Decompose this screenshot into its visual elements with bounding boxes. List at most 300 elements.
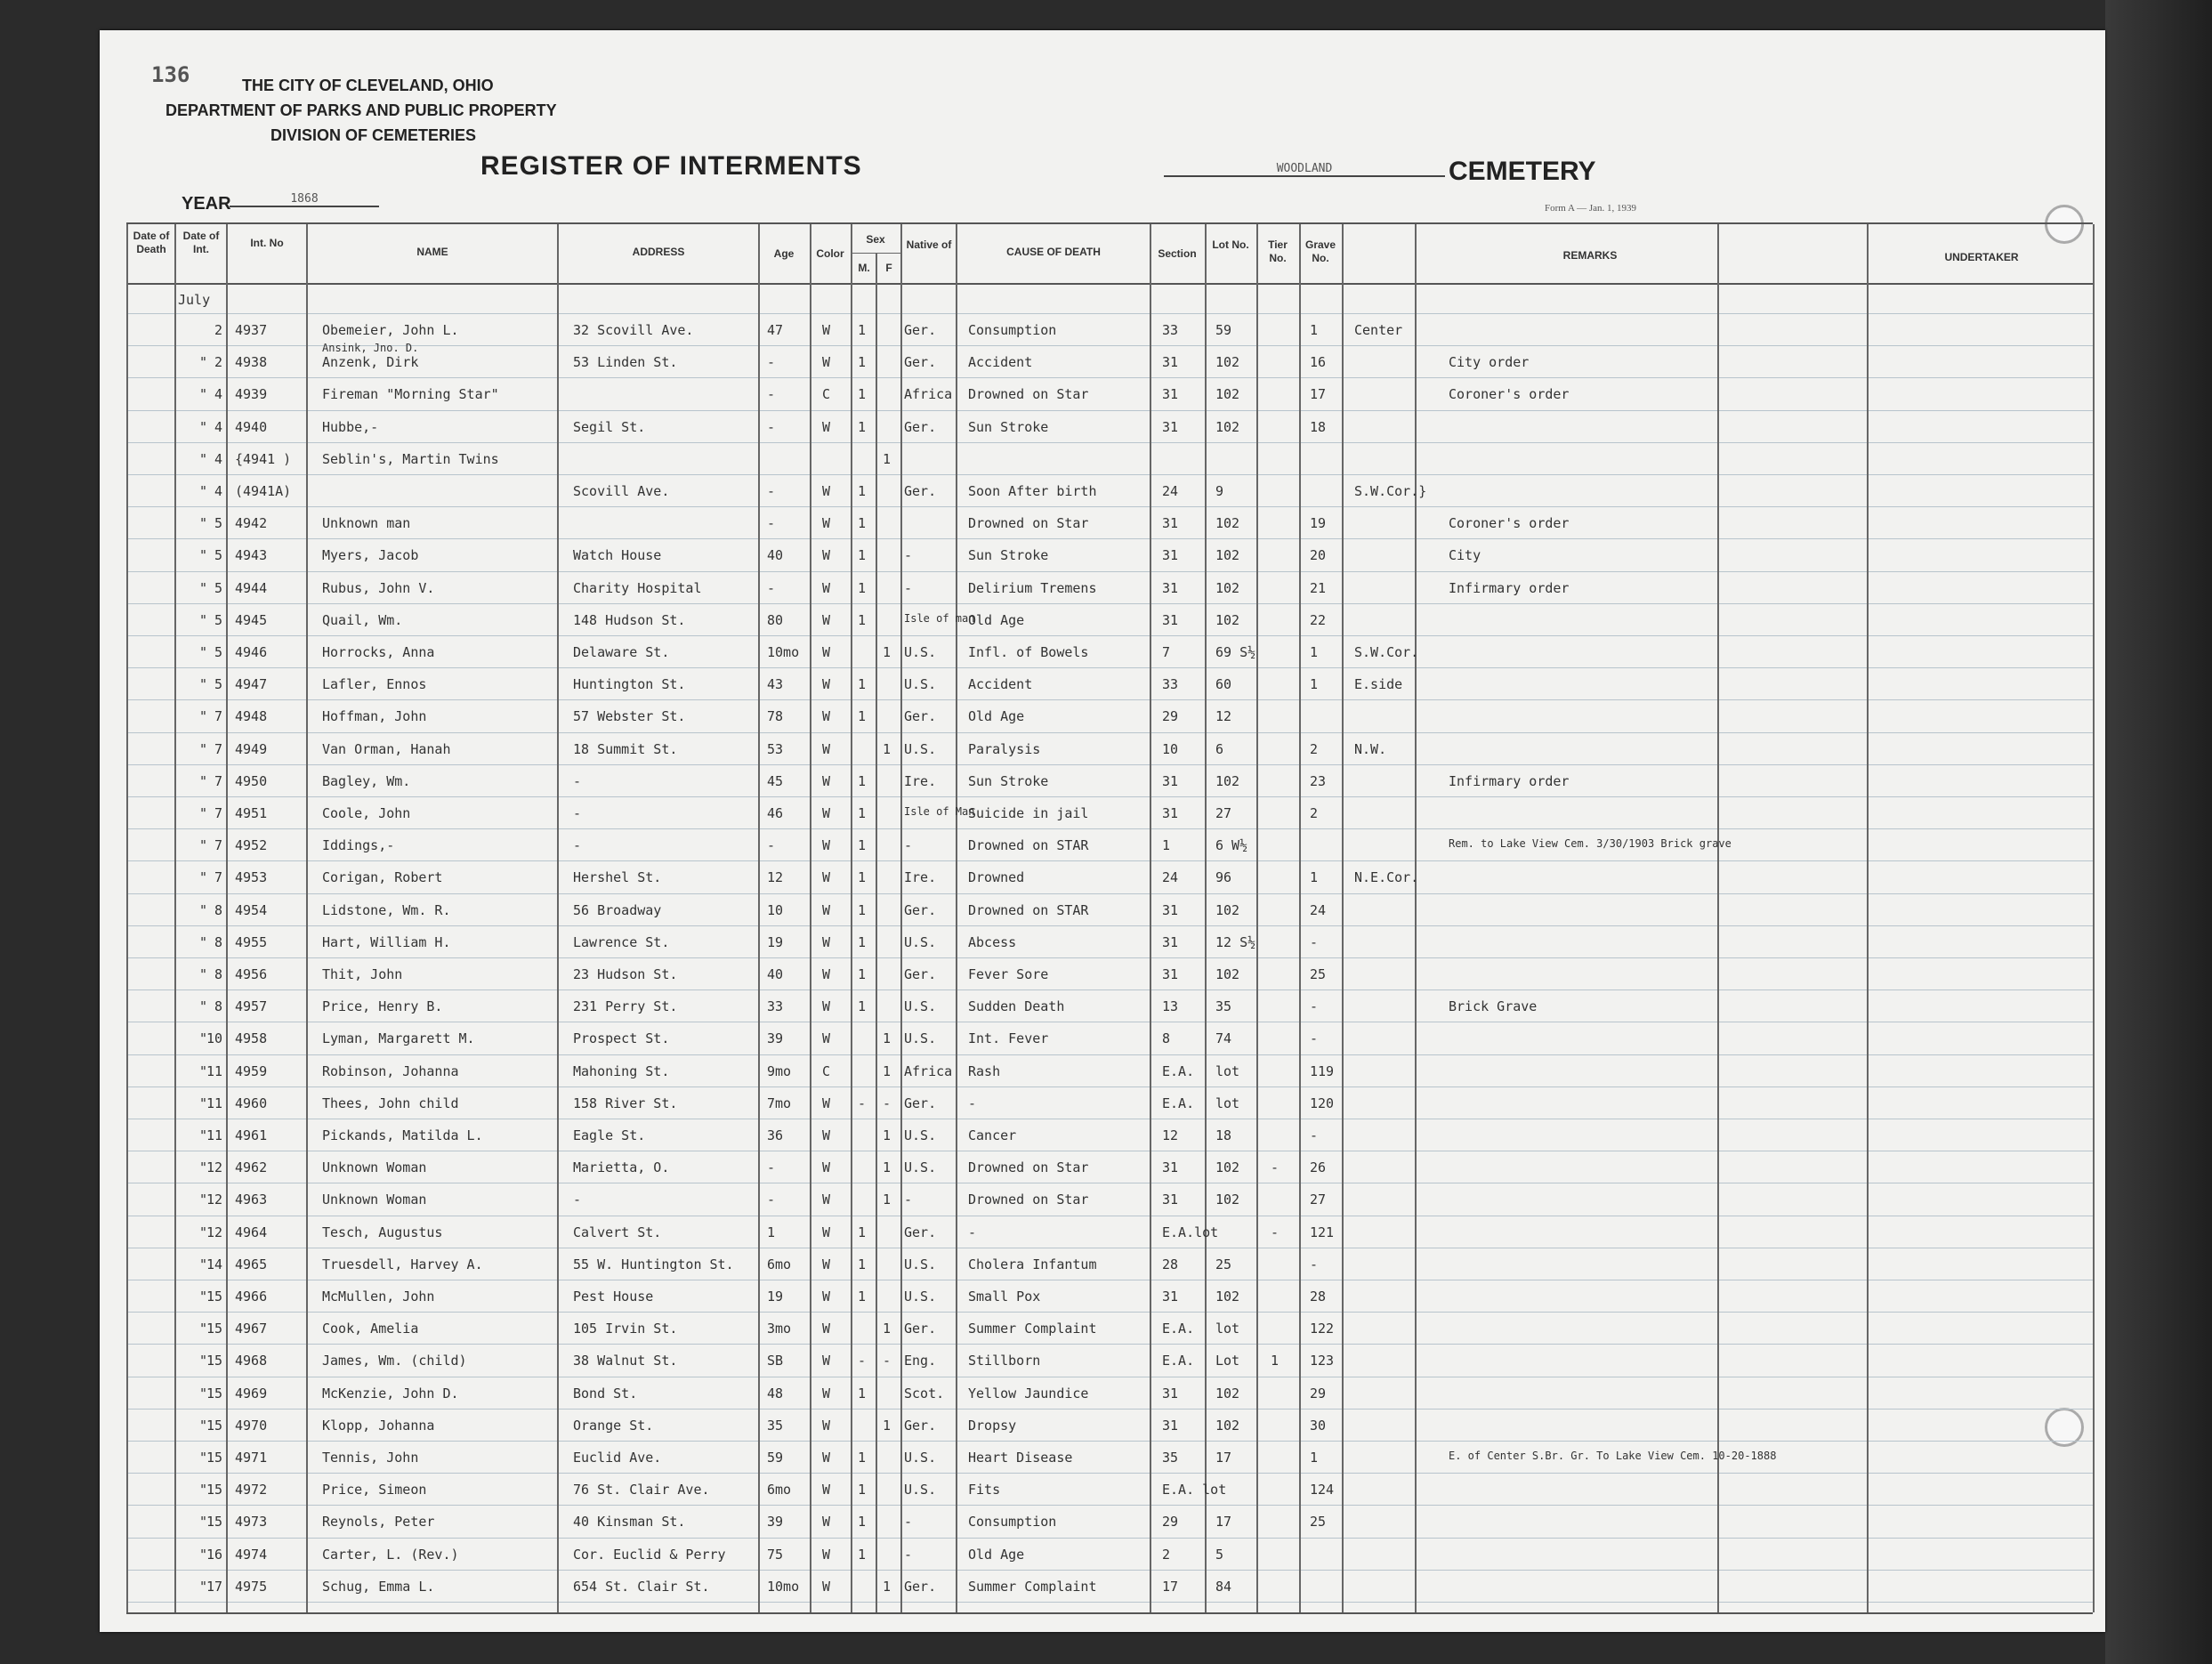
int-no-cell: 4956 <box>235 966 268 982</box>
male-cell: 1 <box>858 1482 867 1498</box>
age-cell: - <box>767 419 776 435</box>
name-cell: Price, Henry B. <box>322 998 443 1014</box>
age-cell: 78 <box>767 708 784 724</box>
color-cell: W <box>822 1514 831 1530</box>
color-cell: W <box>822 419 831 435</box>
cause-cell: Summer Complaint <box>968 1579 1097 1595</box>
native-cell: Ger. <box>904 1418 937 1434</box>
name-cell: Robinson, Johanna <box>322 1063 459 1079</box>
month-label: July <box>178 292 211 308</box>
day-cell: 17 <box>206 1579 223 1595</box>
int-no-cell: 4964 <box>235 1224 268 1240</box>
ditto-mark: " <box>199 515 208 531</box>
day-cell: 7 <box>214 741 222 757</box>
name-cell: Pickands, Matilda L. <box>322 1127 483 1143</box>
column-line <box>1867 224 1869 1612</box>
day-cell: 12 <box>206 1191 223 1208</box>
lot-cell: 5 <box>1215 1547 1224 1563</box>
age-cell: 12 <box>767 869 784 885</box>
row-ruling <box>126 345 2093 346</box>
lot-cell: 102 <box>1215 386 1240 402</box>
cause-cell: - <box>968 1224 977 1240</box>
address-cell: - <box>573 1191 582 1208</box>
male-cell: 1 <box>858 580 867 596</box>
age-cell: 19 <box>767 934 784 950</box>
ditto-mark: " <box>199 998 208 1014</box>
address-cell: Hershel St. <box>573 869 662 885</box>
color-cell: W <box>822 966 831 982</box>
address-cell: 148 Hudson St. <box>573 612 686 628</box>
remarks-cell: City <box>1449 547 1481 563</box>
row-ruling <box>126 410 2093 411</box>
int-no-cell: 4952 <box>235 837 268 853</box>
age-cell: - <box>767 515 776 531</box>
native-cell: - <box>904 1191 913 1208</box>
native-cell: U.S. <box>904 934 937 950</box>
day-cell: 7 <box>214 708 222 724</box>
int-no-cell: 4954 <box>235 902 268 918</box>
int-no-cell: 4942 <box>235 515 268 531</box>
age-cell: 39 <box>767 1030 784 1046</box>
color-cell: W <box>822 1127 831 1143</box>
age-cell: 43 <box>767 676 784 692</box>
lot-cell: Lot <box>1215 1353 1240 1369</box>
row-ruling <box>126 828 2093 829</box>
section-cell: 28 <box>1162 1256 1179 1272</box>
name-cell: Hart, William H. <box>322 934 451 950</box>
male-cell: 1 <box>858 419 867 435</box>
age-cell: - <box>767 1159 776 1175</box>
col-lot: Lot No. <box>1212 238 1249 251</box>
lot-cell: 84 <box>1215 1579 1232 1595</box>
section-cell: 31 <box>1162 1191 1179 1208</box>
col-address: ADDRESS <box>632 246 685 258</box>
color-cell: W <box>822 515 831 531</box>
day-cell: 4 <box>214 386 222 402</box>
cause-cell: Consumption <box>968 322 1057 338</box>
lot-cell: 6 <box>1215 741 1224 757</box>
name-cell: Tennis, John <box>322 1450 419 1466</box>
age-cell: 19 <box>767 1288 784 1305</box>
male-cell: 1 <box>858 708 867 724</box>
cause-cell: Sun Stroke <box>968 547 1049 563</box>
cause-cell: Fits <box>968 1482 1001 1498</box>
section-cell: 1 <box>1162 837 1171 853</box>
section-cell: 31 <box>1162 612 1179 628</box>
section-cell: 31 <box>1162 547 1179 563</box>
col-date-of-int: Date of Int. <box>182 230 220 255</box>
int-no-cell: 4960 <box>235 1095 268 1111</box>
row-ruling <box>126 1538 2093 1539</box>
female-cell: 1 <box>883 1321 892 1337</box>
color-cell: C <box>822 386 831 402</box>
lot-cell: lot <box>1215 1063 1240 1079</box>
female-cell: - <box>883 1353 892 1369</box>
cause-cell: Cholera Infantum <box>968 1256 1097 1272</box>
color-cell: W <box>822 934 831 950</box>
col-grave: Grave No. <box>1304 238 1336 264</box>
int-no-cell: 4939 <box>235 386 268 402</box>
address-cell: 23 Hudson St. <box>573 966 678 982</box>
cause-cell: Drowned <box>968 869 1025 885</box>
name-cell: Unknown Woman <box>322 1191 427 1208</box>
col-int-no: Int. No <box>250 237 284 249</box>
day-cell: 8 <box>214 998 222 1014</box>
lot-cell: 102 <box>1215 1191 1240 1208</box>
ditto-mark: " <box>199 1224 208 1240</box>
age-cell: 80 <box>767 612 784 628</box>
cause-cell: Summer Complaint <box>968 1321 1097 1337</box>
native-cell: U.S. <box>904 1288 937 1305</box>
native-cell: - <box>904 1514 913 1530</box>
color-cell: W <box>822 1191 831 1208</box>
name-cell: James, Wm. (child) <box>322 1353 467 1369</box>
color-cell: W <box>822 1353 831 1369</box>
grave-cell: 1 <box>1310 676 1319 692</box>
native-cell: Ger. <box>904 902 937 918</box>
address-cell: Orange St. <box>573 1418 654 1434</box>
row-ruling <box>126 732 2093 733</box>
native-cell: Ire. <box>904 869 937 885</box>
grave-cell: 18 <box>1310 419 1327 435</box>
address-cell: Charity Hospital <box>573 580 702 596</box>
female-cell: 1 <box>883 1191 892 1208</box>
lot-cell: 59 <box>1215 322 1232 338</box>
int-no-cell: 4955 <box>235 934 268 950</box>
row-ruling <box>126 1312 2093 1313</box>
grave-location-cell: N.W. <box>1354 741 1387 757</box>
color-cell: W <box>822 644 831 660</box>
color-cell: W <box>822 1385 831 1401</box>
cause-cell: Suicide in jail <box>968 805 1089 821</box>
address-cell: Eagle St. <box>573 1127 646 1143</box>
cemetery-name: WOODLAND <box>1164 162 1445 177</box>
row-ruling <box>126 764 2093 765</box>
day-cell: 15 <box>206 1482 223 1498</box>
male-cell: 1 <box>858 612 867 628</box>
cause-cell: Sun Stroke <box>968 419 1049 435</box>
male-cell: 1 <box>858 386 867 402</box>
color-cell: W <box>822 902 831 918</box>
int-no-cell: 4974 <box>235 1547 268 1563</box>
ditto-mark: " <box>199 1385 208 1401</box>
grave-cell: 30 <box>1310 1418 1327 1434</box>
int-no-cell: 4973 <box>235 1514 268 1530</box>
native-cell: Ger. <box>904 1579 937 1595</box>
ditto-mark: " <box>199 1353 208 1369</box>
male-cell: 1 <box>858 1224 867 1240</box>
int-no-cell: 4968 <box>235 1353 268 1369</box>
age-cell: 48 <box>767 1385 784 1401</box>
grave-cell: 1 <box>1310 644 1319 660</box>
section-cell: 31 <box>1162 1385 1179 1401</box>
col-age: Age <box>773 247 795 260</box>
ditto-mark: " <box>199 1547 208 1563</box>
section-cell: 8 <box>1162 1030 1171 1046</box>
address-cell: - <box>573 773 582 789</box>
age-cell: SB <box>767 1353 784 1369</box>
name-cell: Unknown Woman <box>322 1159 427 1175</box>
ditto-mark: " <box>199 1579 208 1595</box>
int-no-cell: 4962 <box>235 1159 268 1175</box>
lot-cell: 102 <box>1215 354 1240 370</box>
ditto-mark: " <box>199 1256 208 1272</box>
col-undertaker: UNDERTAKER <box>1944 251 2019 263</box>
address-cell: Segil St. <box>573 419 646 435</box>
int-no-cell: 4953 <box>235 869 268 885</box>
form-note: Form A — Jan. 1, 1939 <box>1545 203 1636 214</box>
day-cell: 11 <box>206 1063 223 1079</box>
day-cell: 2 <box>214 354 222 370</box>
lot-cell: 60 <box>1215 676 1232 692</box>
age-cell: 6mo <box>767 1256 792 1272</box>
day-cell: 12 <box>206 1159 223 1175</box>
native-cell: U.S. <box>904 1450 937 1466</box>
row-ruling <box>126 1054 2093 1055</box>
address-cell: 105 Irvin St. <box>573 1321 678 1337</box>
female-cell: 1 <box>883 741 892 757</box>
col-sex-female: F <box>885 262 892 274</box>
female-cell: 1 <box>883 1063 892 1079</box>
name-cell: Lyman, Margarett M. <box>322 1030 475 1046</box>
section-cell: 7 <box>1162 644 1171 660</box>
age-cell: - <box>767 580 776 596</box>
section-cell: 24 <box>1162 483 1179 499</box>
section-cell: 31 <box>1162 805 1179 821</box>
native-cell: U.S. <box>904 1127 937 1143</box>
address-cell: - <box>573 837 582 853</box>
cause-cell: Old Age <box>968 1547 1025 1563</box>
grave-cell: 28 <box>1310 1288 1327 1305</box>
lot-cell: 27 <box>1215 805 1232 821</box>
col-sex-male: M. <box>858 262 870 274</box>
int-no-cell: 4947 <box>235 676 268 692</box>
cause-cell: Drowned on STAR <box>968 902 1089 918</box>
age-cell: 47 <box>767 322 784 338</box>
lot-cell: 102 <box>1215 1418 1240 1434</box>
color-cell: W <box>822 773 831 789</box>
grave-location-cell: N.E.Cor. <box>1354 869 1419 885</box>
cause-cell: Drowned on STAR <box>968 837 1089 853</box>
day-cell: 10 <box>206 1030 223 1046</box>
grave-cell: 23 <box>1310 773 1327 789</box>
age-cell: 59 <box>767 1450 784 1466</box>
ditto-mark: " <box>199 1063 208 1079</box>
color-cell: W <box>822 708 831 724</box>
section-cell: E.A. <box>1162 1353 1195 1369</box>
female-cell: 1 <box>883 1127 892 1143</box>
lot-cell: 96 <box>1215 869 1232 885</box>
column-line <box>226 224 228 1612</box>
col-color: Color <box>816 247 844 260</box>
remarks-cell: Rem. to Lake View Cem. 3/30/1903 Brick grave <box>1449 837 1732 850</box>
address-cell: Prospect St. <box>573 1030 670 1046</box>
male-cell: 1 <box>858 483 867 499</box>
column-line <box>1415 224 1417 1612</box>
day-cell: 11 <box>206 1127 223 1143</box>
address-cell: Euclid Ave. <box>573 1450 662 1466</box>
division-heading: DIVISION OF CEMETERIES <box>270 126 477 144</box>
male-cell: 1 <box>858 1514 867 1530</box>
col-cause: CAUSE OF DEATH <box>1006 246 1101 258</box>
section-cell: 29 <box>1162 1514 1179 1530</box>
color-cell: W <box>822 612 831 628</box>
int-no-cell: 4966 <box>235 1288 268 1305</box>
section-cell: 24 <box>1162 869 1179 885</box>
name-cell: Bagley, Wm. <box>322 773 411 789</box>
address-cell: Pest House <box>573 1288 654 1305</box>
native-cell: U.S. <box>904 1159 937 1175</box>
cause-cell: Drowned on Star <box>968 1159 1089 1175</box>
color-cell: W <box>822 1418 831 1434</box>
tier-cell: - <box>1271 1224 1280 1240</box>
cause-cell: Heart Disease <box>968 1450 1073 1466</box>
grave-cell: - <box>1310 1256 1319 1272</box>
address-cell: 32 Scovill Ave. <box>573 322 694 338</box>
int-no-cell: 4951 <box>235 805 268 821</box>
cause-cell: - <box>968 1095 977 1111</box>
remarks-cell: E. of Center S.Br. Gr. To Lake View Cem. 10-20-1888 <box>1449 1450 1777 1462</box>
column-line <box>851 224 852 1612</box>
int-no-cell: 4950 <box>235 773 268 789</box>
day-cell: 8 <box>214 902 222 918</box>
cause-cell: Drowned on Star <box>968 386 1089 402</box>
native-cell: Ger. <box>904 966 937 982</box>
color-cell: W <box>822 869 831 885</box>
section-cell: 31 <box>1162 1418 1179 1434</box>
int-no-cell: 4975 <box>235 1579 268 1595</box>
name-cell: Fireman "Morning Star" <box>322 386 499 402</box>
column-line <box>810 224 811 1612</box>
ditto-mark: " <box>199 869 208 885</box>
color-cell: W <box>822 1288 831 1305</box>
name-cell: McMullen, John <box>322 1288 435 1305</box>
int-no-cell: 4943 <box>235 547 268 563</box>
address-cell: 76 St. Clair Ave. <box>573 1482 710 1498</box>
male-cell: 1 <box>858 1256 867 1272</box>
lot-cell: lot <box>1215 1321 1240 1337</box>
section-cell: 31 <box>1162 515 1179 531</box>
day-cell: 5 <box>214 547 222 563</box>
name-cell: Quail, Wm. <box>322 612 403 628</box>
color-cell: W <box>822 998 831 1014</box>
column-line <box>876 253 877 1612</box>
color-cell: W <box>822 1482 831 1498</box>
register-page <box>100 30 2105 1632</box>
color-cell: W <box>822 1030 831 1046</box>
male-cell: 1 <box>858 547 867 563</box>
column-line <box>1150 224 1151 1612</box>
cause-cell: Sudden Death <box>968 998 1065 1014</box>
int-no-cell: 4946 <box>235 644 268 660</box>
native-cell: U.S. <box>904 1030 937 1046</box>
day-cell: 5 <box>214 644 222 660</box>
row-ruling <box>126 957 2093 958</box>
ditto-mark: " <box>199 547 208 563</box>
name-cell: Cook, Amelia <box>322 1321 419 1337</box>
int-no-cell: 4971 <box>235 1450 268 1466</box>
section-cell: 31 <box>1162 354 1179 370</box>
name-cell: Van Orman, Hanah <box>322 741 451 757</box>
native-cell: Ger. <box>904 1321 937 1337</box>
native-cell: Isle of Man <box>904 805 975 818</box>
native-cell: U.S. <box>904 676 937 692</box>
ditto-mark: " <box>199 1482 208 1498</box>
age-cell: 10 <box>767 902 784 918</box>
ditto-mark: " <box>199 1514 208 1530</box>
section-cell: 31 <box>1162 966 1179 982</box>
address-cell: 18 Summit St. <box>573 741 678 757</box>
grave-cell: 121 <box>1310 1224 1335 1240</box>
row-ruling <box>126 1505 2093 1506</box>
int-no-cell: 4945 <box>235 612 268 628</box>
cause-cell: Accident <box>968 354 1033 370</box>
section-cell: E.A.lot <box>1162 1224 1219 1240</box>
row-ruling <box>126 1409 2093 1410</box>
grave-location-cell: S.W.Cor.} <box>1354 483 1427 499</box>
color-cell: W <box>822 741 831 757</box>
color-cell: W <box>822 805 831 821</box>
name-cell: Hoffman, John <box>322 708 427 724</box>
name-cell: Lidstone, Wm. R. <box>322 902 451 918</box>
age-cell: 36 <box>767 1127 784 1143</box>
lot-cell: 102 <box>1215 1288 1240 1305</box>
col-tier: Tier No. <box>1268 238 1288 264</box>
col-date-of-death: Date of Death <box>133 230 170 255</box>
day-cell: 5 <box>214 676 222 692</box>
male-cell: 1 <box>858 934 867 950</box>
cause-cell: Cancer <box>968 1127 1017 1143</box>
native-cell: - <box>904 580 913 596</box>
color-cell: W <box>822 837 831 853</box>
row-ruling <box>126 860 2093 861</box>
remarks-cell: Coroner's order <box>1449 515 1570 531</box>
male-cell: 1 <box>858 902 867 918</box>
int-no-cell: 4958 <box>235 1030 268 1046</box>
native-cell: Ger. <box>904 354 937 370</box>
section-cell: 12 <box>1162 1127 1179 1143</box>
ditto-mark: " <box>199 837 208 853</box>
day-cell: 15 <box>206 1288 223 1305</box>
int-no-cell: 4963 <box>235 1191 268 1208</box>
lot-cell: 74 <box>1215 1030 1232 1046</box>
cause-cell: Int. Fever <box>968 1030 1049 1046</box>
day-cell: 11 <box>206 1095 223 1111</box>
native-cell: Africa <box>904 386 953 402</box>
day-cell: 4 <box>214 419 222 435</box>
lot-cell: 102 <box>1215 1385 1240 1401</box>
remarks-cell: Brick Grave <box>1449 998 1538 1014</box>
int-no-cell: 4970 <box>235 1418 268 1434</box>
remarks-cell: Coroner's order <box>1449 386 1570 402</box>
column-line <box>174 224 176 1612</box>
male-cell: 1 <box>858 805 867 821</box>
cause-cell: Stillborn <box>968 1353 1041 1369</box>
age-cell: 6mo <box>767 1482 792 1498</box>
grave-location-cell: S.W.Cor. <box>1354 644 1419 660</box>
male-cell: 1 <box>858 1288 867 1305</box>
binder-spine <box>2105 0 2212 1664</box>
section-cell: 33 <box>1162 676 1179 692</box>
age-cell: - <box>767 1191 776 1208</box>
int-no-cell: 4944 <box>235 580 268 596</box>
name-cell: Lafler, Ennos <box>322 676 427 692</box>
name-correction: Ansink, Jno. D. <box>322 342 419 354</box>
color-cell: W <box>822 1450 831 1466</box>
lot-cell: 12 S½ <box>1215 934 1256 950</box>
color-cell: W <box>822 547 831 563</box>
ditto-mark: " <box>199 1159 208 1175</box>
